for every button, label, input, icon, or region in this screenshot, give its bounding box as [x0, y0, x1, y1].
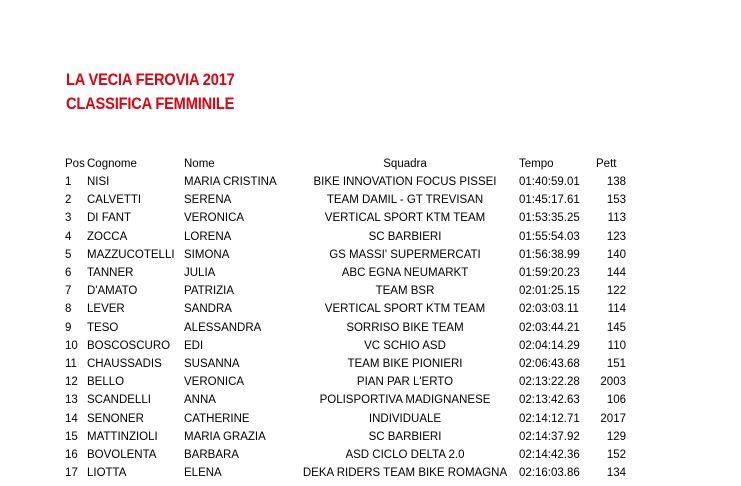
cell-pos: 6 [65, 267, 72, 279]
table-row [0, 300, 741, 318]
table-row [0, 428, 741, 446]
cell-nome: SANDRA [184, 303, 232, 316]
cell-tempo: 01:53:35.25 [519, 212, 580, 225]
table-header [0, 155, 741, 173]
cell-pett: 140 [606, 248, 626, 261]
cell-squadra: VERTICAL SPORT KTM TEAM [324, 303, 486, 316]
cell-cognome: TANNER [87, 267, 134, 279]
cell-squadra: ABC EGNA NEUMARKT [341, 267, 469, 279]
cell-nome: ELENA [184, 467, 222, 480]
table-row [0, 209, 741, 227]
cell-tempo: 02:14:12.71 [519, 412, 580, 425]
table-row [0, 319, 741, 337]
cell-nome: ANNA [184, 394, 216, 407]
cell-nome: PATRIZIA [184, 285, 235, 298]
cell-pett: 113 [607, 212, 626, 225]
cell-cognome: BOSCOSCURO [87, 339, 171, 352]
cell-pos: 8 [65, 303, 72, 316]
table-row [0, 337, 741, 355]
cell-tempo: 01:55:54.03 [519, 230, 580, 243]
header-pos: Pos [65, 158, 85, 170]
cell-tempo: 02:03:03.11 [519, 303, 579, 316]
cell-pos: 12 [65, 376, 78, 389]
cell-squadra: SORRISO BIKE TEAM [346, 321, 464, 334]
document-subtitle: CLASSIFICA FEMMINILE [66, 94, 235, 113]
cell-cognome: ZOCCA [87, 230, 128, 243]
cell-nome: ALESSANDRA [184, 321, 262, 334]
cell-tempo: 01:59:20.23 [519, 267, 580, 279]
cell-squadra: ASD CICLO DELTA 2.0 [345, 449, 465, 461]
cell-nome: LORENA [184, 230, 232, 243]
cell-pos: 2 [65, 194, 72, 207]
cell-pett: 123 [606, 230, 626, 243]
cell-cognome: LIOTTA [87, 467, 127, 480]
cell-pett: 122 [606, 285, 626, 298]
cell-pos: 7 [65, 285, 72, 298]
cell-nome: BARBARA [184, 449, 239, 461]
cell-tempo: 02:14:37.92 [519, 430, 580, 443]
table-row [0, 228, 741, 246]
cell-tempo: 02:04:14.29 [519, 339, 580, 352]
cell-tempo: 02:13:42.63 [519, 394, 580, 407]
cell-pett: 2017 [600, 412, 626, 425]
table-row [0, 173, 741, 191]
cell-pett: 106 [606, 394, 626, 407]
cell-cognome: CALVETTI [87, 194, 142, 207]
cell-pos: 4 [65, 230, 72, 243]
cell-tempo: 02:03:44.21 [519, 321, 580, 334]
cell-cognome: BELLO [87, 376, 125, 389]
cell-cognome: MATTINZIOLI [87, 430, 158, 443]
cell-pos: 17 [65, 467, 78, 480]
header-pett: Pett [596, 158, 617, 170]
cell-pett: 144 [606, 267, 626, 279]
cell-pett: 114 [607, 303, 626, 316]
cell-pett: 153 [606, 194, 626, 207]
cell-pett: 151 [606, 358, 626, 370]
cell-squadra: PIAN PAR L'ERTO [356, 376, 454, 389]
cell-pos: 1 [65, 176, 72, 188]
cell-nome: VERONICA [184, 376, 245, 389]
cell-pos: 14 [65, 412, 78, 425]
cell-nome: JULIA [184, 267, 216, 279]
cell-pett: 110 [607, 339, 626, 352]
cell-squadra: POLISPORTIVA MADIGNANESE [319, 394, 491, 407]
cell-pos: 9 [65, 321, 72, 334]
cell-tempo: 02:01:25.15 [519, 285, 580, 298]
cell-cognome: NISI [87, 176, 110, 188]
cell-pett: 152 [606, 449, 626, 461]
cell-nome: EDI [184, 339, 204, 352]
cell-cognome: TESO [87, 321, 119, 334]
cell-pett: 134 [606, 467, 626, 480]
cell-squadra: INDIVIDUALE [368, 412, 442, 425]
cell-squadra: SC BARBIERI [368, 430, 442, 443]
cell-tempo: 02:13:22.28 [519, 376, 580, 389]
cell-nome: SUSANNA [184, 358, 240, 370]
cell-tempo: 01:45:17.61 [519, 194, 580, 207]
cell-pett: 138 [606, 176, 626, 188]
table-row [0, 464, 741, 482]
table-row [0, 446, 741, 464]
cell-squadra: SC BARBIERI [368, 230, 442, 243]
header-tempo: Tempo [519, 158, 554, 170]
cell-nome: MARIA CRISTINA [184, 176, 277, 188]
cell-pett: 129 [606, 430, 626, 443]
table-row [0, 246, 741, 264]
cell-pos: 11 [65, 358, 77, 370]
cell-nome: SIMONA [184, 248, 230, 261]
table-row [0, 391, 741, 409]
cell-tempo: 01:56:38.99 [519, 248, 580, 261]
header-squadra: Squadra [383, 158, 427, 170]
cell-cognome: SENONER [87, 412, 144, 425]
cell-cognome: MAZZUCOTELLI [87, 248, 175, 261]
cell-pos: 16 [65, 449, 78, 461]
table-row [0, 282, 741, 300]
cell-pos: 10 [65, 339, 78, 352]
cell-squadra: VC SCHIO ASD [364, 339, 446, 352]
header-nome: Nome [184, 158, 215, 170]
cell-squadra: GS MASSI' SUPERMERCATI [329, 248, 481, 261]
document-title: LA VECIA FEROVIA 2017 [66, 70, 235, 89]
cell-pos: 13 [65, 394, 78, 407]
cell-squadra: TEAM BSR [375, 285, 435, 298]
cell-cognome: CHAUSSADIS [87, 358, 162, 370]
table-row [0, 355, 741, 373]
cell-tempo: 02:06:43.68 [519, 358, 580, 370]
cell-nome: MARIA GRAZIA [184, 430, 266, 443]
cell-tempo: 02:16:03.86 [519, 467, 580, 480]
table-row [0, 373, 741, 391]
cell-nome: VERONICA [184, 212, 245, 225]
cell-pos: 3 [65, 212, 72, 225]
table-row [0, 264, 741, 282]
cell-squadra: TEAM DAMIL - GT TREVISAN [326, 194, 484, 207]
cell-pos: 5 [65, 248, 72, 261]
cell-cognome: LEVER [87, 303, 125, 316]
cell-squadra: TEAM BIKE PIONIERI [347, 358, 463, 370]
cell-nome: CATHERINE [184, 412, 250, 425]
table-row [0, 410, 741, 428]
cell-squadra: VERTICAL SPORT KTM TEAM [324, 212, 486, 225]
cell-tempo: 02:14:42.36 [519, 449, 580, 461]
table-row [0, 191, 741, 209]
cell-squadra: BIKE INNOVATION FOCUS PISSEI [313, 176, 497, 188]
cell-squadra: DEKA RIDERS TEAM BIKE ROMAGNA [302, 467, 508, 480]
cell-tempo: 01:40:59.01 [519, 176, 580, 188]
header-cognome: Cognome [87, 158, 137, 170]
cell-cognome: SCANDELLI [87, 394, 151, 407]
cell-pett: 145 [606, 321, 626, 334]
cell-pos: 15 [65, 430, 78, 443]
cell-cognome: DI FANT [87, 212, 132, 225]
cell-nome: SERENA [184, 194, 232, 207]
cell-pett: 2003 [600, 376, 626, 389]
cell-cognome: D'AMATO [87, 285, 138, 298]
cell-cognome: BOVOLENTA [87, 449, 157, 461]
